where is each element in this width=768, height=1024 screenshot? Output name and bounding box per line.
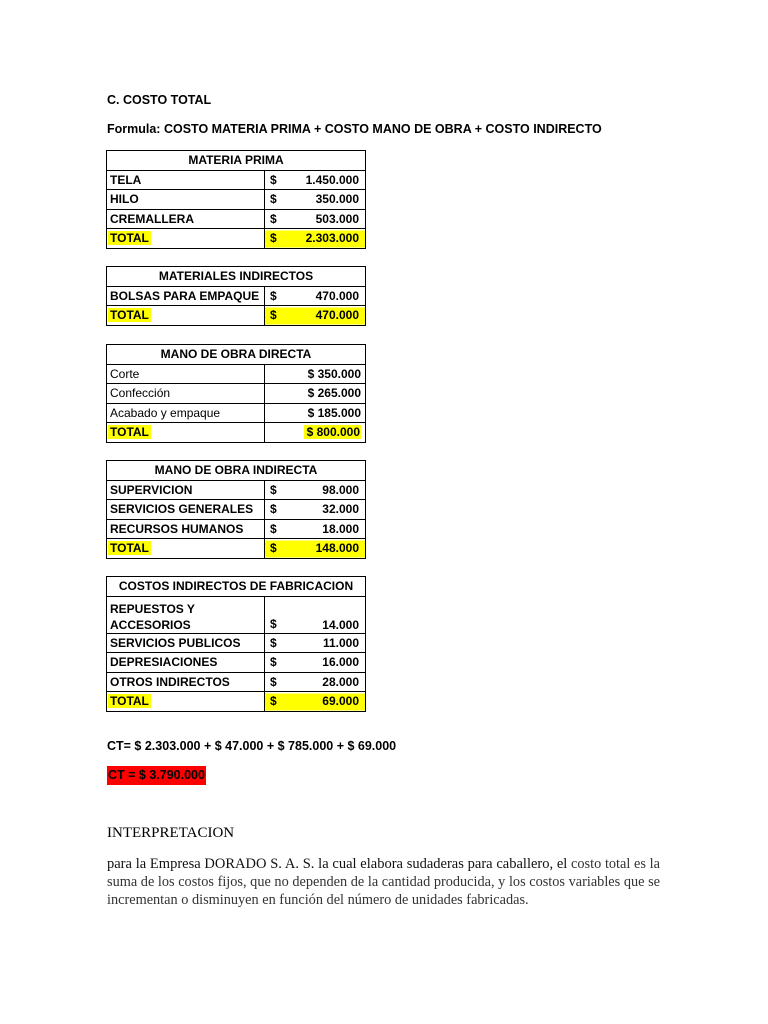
amount-value: 28.000 — [322, 674, 359, 689]
currency-symbol: $ — [270, 502, 277, 516]
currency-symbol: $ — [270, 172, 277, 187]
currency-symbol: $ — [270, 694, 277, 708]
total-row — [107, 306, 366, 326]
amount-value: 14.000 — [322, 617, 359, 632]
currency-symbol: $ — [270, 192, 277, 206]
row-label: Corte — [107, 364, 265, 384]
row-label: SERVICIOS GENERALES — [107, 500, 265, 520]
total-label-cell — [107, 306, 265, 326]
amount-value: 98.000 — [322, 482, 359, 497]
table-mano-obra-indirecta — [106, 460, 366, 559]
total-label-cell — [107, 539, 265, 559]
total-label-cell — [107, 692, 265, 712]
row-label: Confección — [107, 384, 265, 404]
table-row — [107, 633, 366, 653]
total-label-cell — [107, 229, 265, 249]
formula-line: Formula: COSTO MATERIA PRIMA + COSTO MANO DE OBRA + COSTO INDIRECTO — [107, 122, 602, 136]
total-row — [107, 539, 366, 559]
row-label: CREMALLERA — [107, 209, 265, 229]
currency-symbol: $ — [270, 674, 277, 689]
row-label: SERVICIOS PUBLICOS — [107, 633, 265, 653]
row-label: HILO — [107, 190, 265, 210]
currency-symbol: $ — [270, 231, 277, 245]
row-amount: $ 265.000 — [265, 384, 366, 404]
currency-symbol: $ — [270, 482, 277, 497]
table-row — [107, 190, 366, 210]
table-row — [107, 403, 366, 423]
interpretation-rest: costo total es la suma de los costos fijos, que no dependen de la cantidad producida, y los costos variables que se incrementan o disminuyen en función del número de unidades fabricadas. — [107, 856, 660, 908]
table-header: MATERIA PRIMA — [107, 151, 366, 171]
total-row — [107, 423, 366, 443]
total-amount — [265, 423, 366, 443]
table-header: MATERIALES INDIRECTOS — [107, 267, 366, 287]
row-label — [107, 596, 265, 633]
table-row — [107, 480, 366, 500]
row-amount — [265, 596, 366, 633]
total-label: TOTAL — [110, 231, 149, 246]
row-amount — [265, 519, 366, 539]
ct-formula: CT= $ 2.303.000 + $ 47.000 + $ 785.000 + $ 69.000 — [107, 739, 397, 753]
row-amount — [265, 190, 366, 210]
row-label: OTROS INDIRECTOS — [107, 672, 265, 692]
row-label: BOLSAS PARA EMPAQUE — [107, 286, 265, 306]
amount-value: 2.303.000 — [305, 231, 359, 246]
table-row — [107, 596, 366, 633]
amount-value: 32.000 — [322, 502, 359, 517]
amount-value: 350.000 — [315, 192, 359, 207]
section-title: C. COSTO TOTAL — [107, 93, 212, 107]
row-amount — [265, 209, 366, 229]
currency-symbol: $ — [270, 308, 277, 322]
table-materiales-indirectos — [106, 266, 366, 326]
table-row — [107, 672, 366, 692]
total-row — [107, 229, 366, 249]
amount-value: 470.000 — [315, 308, 359, 323]
currency-symbol: $ — [270, 635, 277, 650]
interpretation-heading: INTERPRETACION — [107, 825, 235, 841]
row-label: TELA — [107, 170, 265, 190]
table-header: MANO DE OBRA INDIRECTA — [107, 461, 366, 481]
row-amount — [265, 480, 366, 500]
table-costos-indirectos-fabricacion — [106, 576, 366, 712]
total-amount — [265, 692, 366, 712]
table-materia-prima — [106, 150, 366, 249]
interpretation-lead: para la Empresa DORADO S. A. S. la cual elabora sudaderas para caballero, el — [107, 856, 568, 872]
amount-value: 18.000 — [322, 521, 359, 536]
row-label: DEPRESIACIONES — [107, 653, 265, 673]
currency-symbol: $ — [270, 616, 277, 631]
total-label-cell — [107, 423, 265, 443]
total-label: TOTAL — [110, 541, 149, 556]
table-row — [107, 209, 366, 229]
amount-value: 16.000 — [322, 655, 359, 670]
table-row — [107, 519, 366, 539]
ct-total-badge: CT = $ 3.790.000 — [107, 766, 206, 785]
amount-value: 69.000 — [322, 694, 359, 709]
row-amount — [265, 500, 366, 520]
total-label: TOTAL — [110, 425, 149, 440]
total-amount — [265, 229, 366, 249]
interpretation-paragraph — [107, 855, 660, 909]
table-row — [107, 500, 366, 520]
total-label: TOTAL — [110, 694, 149, 709]
amount-value: $ 800.000 — [304, 425, 361, 439]
currency-symbol: $ — [270, 655, 277, 669]
total-label: TOTAL — [110, 308, 149, 323]
row-amount: $ 350.000 — [265, 364, 366, 384]
row-amount — [265, 672, 366, 692]
currency-symbol: $ — [270, 211, 277, 226]
table-mano-obra-directa — [106, 344, 366, 443]
row-amount — [265, 170, 366, 190]
row-label-line: REPUESTOS Y — [110, 601, 195, 616]
table-row — [107, 170, 366, 190]
amount-value: 503.000 — [315, 211, 359, 226]
table-row — [107, 286, 366, 306]
amount-value: 11.000 — [322, 635, 359, 650]
total-amount — [265, 539, 366, 559]
total-amount — [265, 306, 366, 326]
currency-symbol: $ — [270, 288, 277, 303]
row-label: SUPERVICION — [107, 480, 265, 500]
table-row — [107, 384, 366, 404]
row-amount — [265, 633, 366, 653]
currency-symbol: $ — [270, 521, 277, 536]
amount-value: 148.000 — [315, 541, 359, 556]
row-label-line: ACCESORIOS — [110, 617, 191, 632]
row-amount: $ 185.000 — [265, 403, 366, 423]
amount-value: 1.450.000 — [305, 172, 359, 187]
table-header: MANO DE OBRA DIRECTA — [107, 345, 366, 365]
amount-value: 470.000 — [315, 288, 359, 303]
row-label: RECURSOS HUMANOS — [107, 519, 265, 539]
total-row — [107, 692, 366, 712]
table-header: COSTOS INDIRECTOS DE FABRICACION — [107, 577, 366, 597]
table-row — [107, 364, 366, 384]
table-row — [107, 653, 366, 673]
row-amount — [265, 653, 366, 673]
row-label: Acabado y empaque — [107, 403, 265, 423]
row-amount — [265, 286, 366, 306]
currency-symbol: $ — [270, 541, 277, 555]
